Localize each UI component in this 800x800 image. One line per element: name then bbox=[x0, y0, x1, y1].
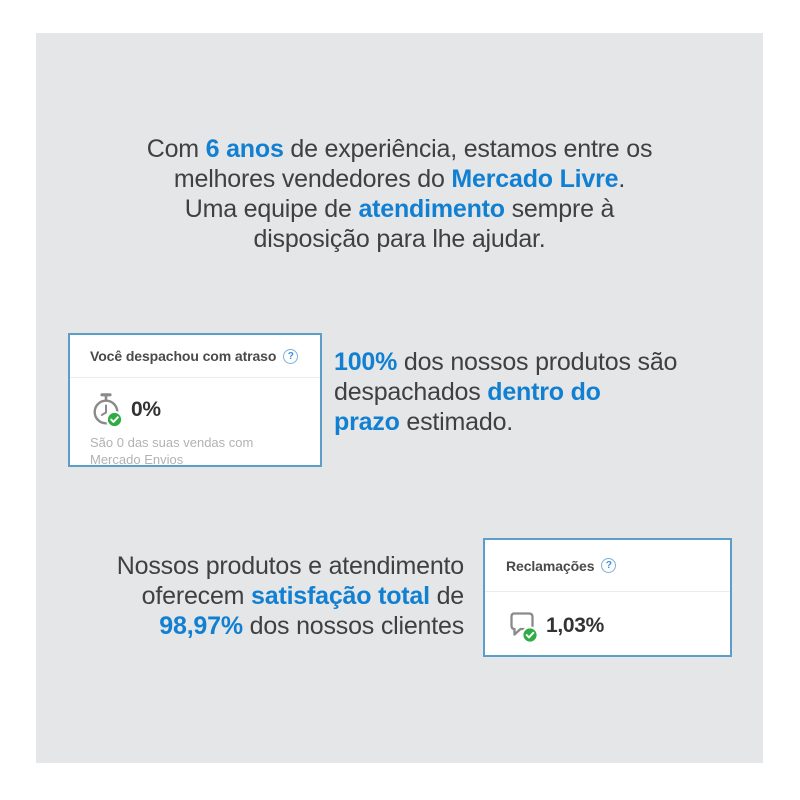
accent-text-segment: prazo bbox=[334, 408, 400, 436]
text-line bbox=[72, 581, 464, 611]
shipping-metric-card bbox=[68, 333, 322, 467]
complaints-metric-card bbox=[483, 538, 732, 657]
text-segment: despachados bbox=[334, 378, 488, 406]
accent-text-segment: 100% bbox=[334, 348, 398, 376]
seller-reputation-panel bbox=[36, 33, 763, 763]
text-segment: . bbox=[618, 165, 626, 193]
card-header bbox=[485, 540, 730, 592]
text-segment: melhores vendedores do bbox=[173, 165, 452, 193]
accent-text-segment: atendimento bbox=[358, 195, 505, 223]
stat-value: 1,03% bbox=[546, 614, 605, 637]
text-line bbox=[334, 377, 754, 407]
chat-check-icon bbox=[506, 609, 538, 643]
text-segment: Nossos produtos e atendimento bbox=[116, 552, 464, 580]
text-line bbox=[36, 134, 763, 164]
accent-text-segment: 6 anos bbox=[205, 135, 284, 163]
intro-paragraph bbox=[36, 134, 763, 254]
stopwatch-check-icon bbox=[89, 392, 123, 428]
accent-text-segment: Mercado Livre bbox=[451, 165, 619, 193]
help-icon[interactable]: ? bbox=[601, 558, 616, 573]
text-line bbox=[36, 194, 763, 224]
card-title: Você despachou com atraso bbox=[90, 348, 277, 364]
text-segment: dos nossos clientes bbox=[242, 612, 464, 640]
text-line bbox=[72, 551, 464, 581]
text-segment: Uma equipe de bbox=[184, 195, 359, 223]
text-line bbox=[334, 347, 754, 377]
text-segment: de bbox=[429, 582, 464, 610]
text-segment: disposição para lhe ajudar. bbox=[253, 225, 546, 253]
text-segment: estimado. bbox=[399, 408, 514, 436]
accent-text-segment: dentro do bbox=[487, 378, 601, 406]
stat-row bbox=[485, 609, 730, 643]
accent-text-segment: satisfação total bbox=[251, 582, 430, 610]
text-line bbox=[334, 407, 754, 437]
text-segment: dos nossos produtos são bbox=[397, 348, 678, 376]
text-line bbox=[36, 164, 763, 194]
shipping-text bbox=[334, 347, 754, 437]
text-line bbox=[36, 224, 763, 254]
text-segment: oferecem bbox=[141, 582, 252, 610]
stat-caption: São 0 das suas vendas com Mercado Envios bbox=[90, 435, 254, 467]
help-icon[interactable]: ? bbox=[283, 349, 298, 364]
card-header bbox=[70, 335, 320, 378]
text-segment: de experiência, estamos entre os bbox=[283, 135, 653, 163]
text-segment: Com bbox=[146, 135, 206, 163]
stat-value: 0% bbox=[131, 398, 161, 421]
card-title: Reclamações bbox=[506, 557, 595, 574]
accent-text-segment: 98,97% bbox=[159, 612, 243, 640]
stat-row bbox=[70, 392, 320, 428]
text-segment: sempre à bbox=[504, 195, 615, 223]
text-line bbox=[72, 611, 464, 641]
satisfaction-text bbox=[72, 551, 464, 641]
